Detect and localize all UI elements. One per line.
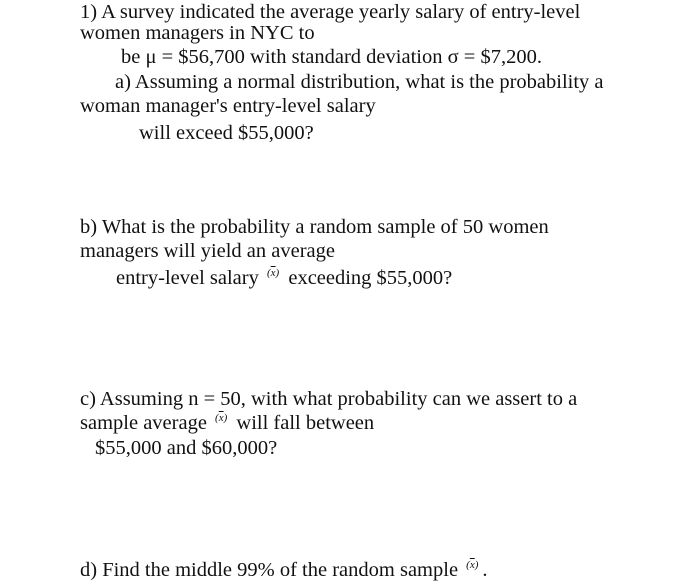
part-d-line-1-before: d) Find the middle 99% of the random sample [80, 559, 459, 581]
question-intro-line-2: women managers in NYC to [80, 22, 315, 44]
question-intro-line-1: 1) A survey indicated the average yearly salary of entry-level [80, 1, 581, 23]
open-paren: ( [215, 412, 219, 424]
part-c-line-2-before: sample average [80, 412, 207, 434]
xbar-letter: $\overline{x}$ [270, 267, 276, 279]
open-paren: ( [466, 559, 470, 571]
xbar-letter: $\overline{x}$ [218, 412, 224, 424]
part-a-line-1: a) Assuming a normal distribution, what is the probability a [115, 71, 604, 93]
part-a-line-2: woman manager's entry-level salary [80, 95, 376, 117]
part-b-line-3-before: entry-level salary [116, 267, 259, 289]
xbar-symbol [215, 412, 227, 424]
part-b-line-3-after: exceeding $55,000? [288, 267, 453, 289]
part-b-line-3 [116, 266, 452, 293]
part-a-line-3: will exceed $55,000? [139, 122, 314, 144]
close-paren: ) [474, 559, 479, 571]
part-c-line-3: $55,000 and $60,000? [95, 437, 278, 459]
part-b-line-1: b) What is the probability a random sample of 50 women [80, 216, 549, 238]
xbar-symbol [267, 267, 279, 279]
part-c-line-2-after: will fall between [236, 412, 375, 434]
part-b-line-2: managers will yield an average [80, 240, 335, 262]
open-paren: ( [266, 267, 271, 279]
part-c-line-1: c) Assuming n = 50, with what probability can we assert to a [80, 388, 578, 410]
question-intro-line-3: be μ = $56,700 with standard deviation σ = $7,200. [121, 46, 542, 68]
xbar-symbol [466, 559, 478, 571]
part-d-line-1-after: . [482, 559, 488, 581]
xbar-letter: $\overline{x}$ [469, 559, 475, 571]
part-c-line-2 [80, 411, 374, 438]
close-paren: ) [275, 267, 280, 279]
close-paren: ) [223, 412, 228, 424]
